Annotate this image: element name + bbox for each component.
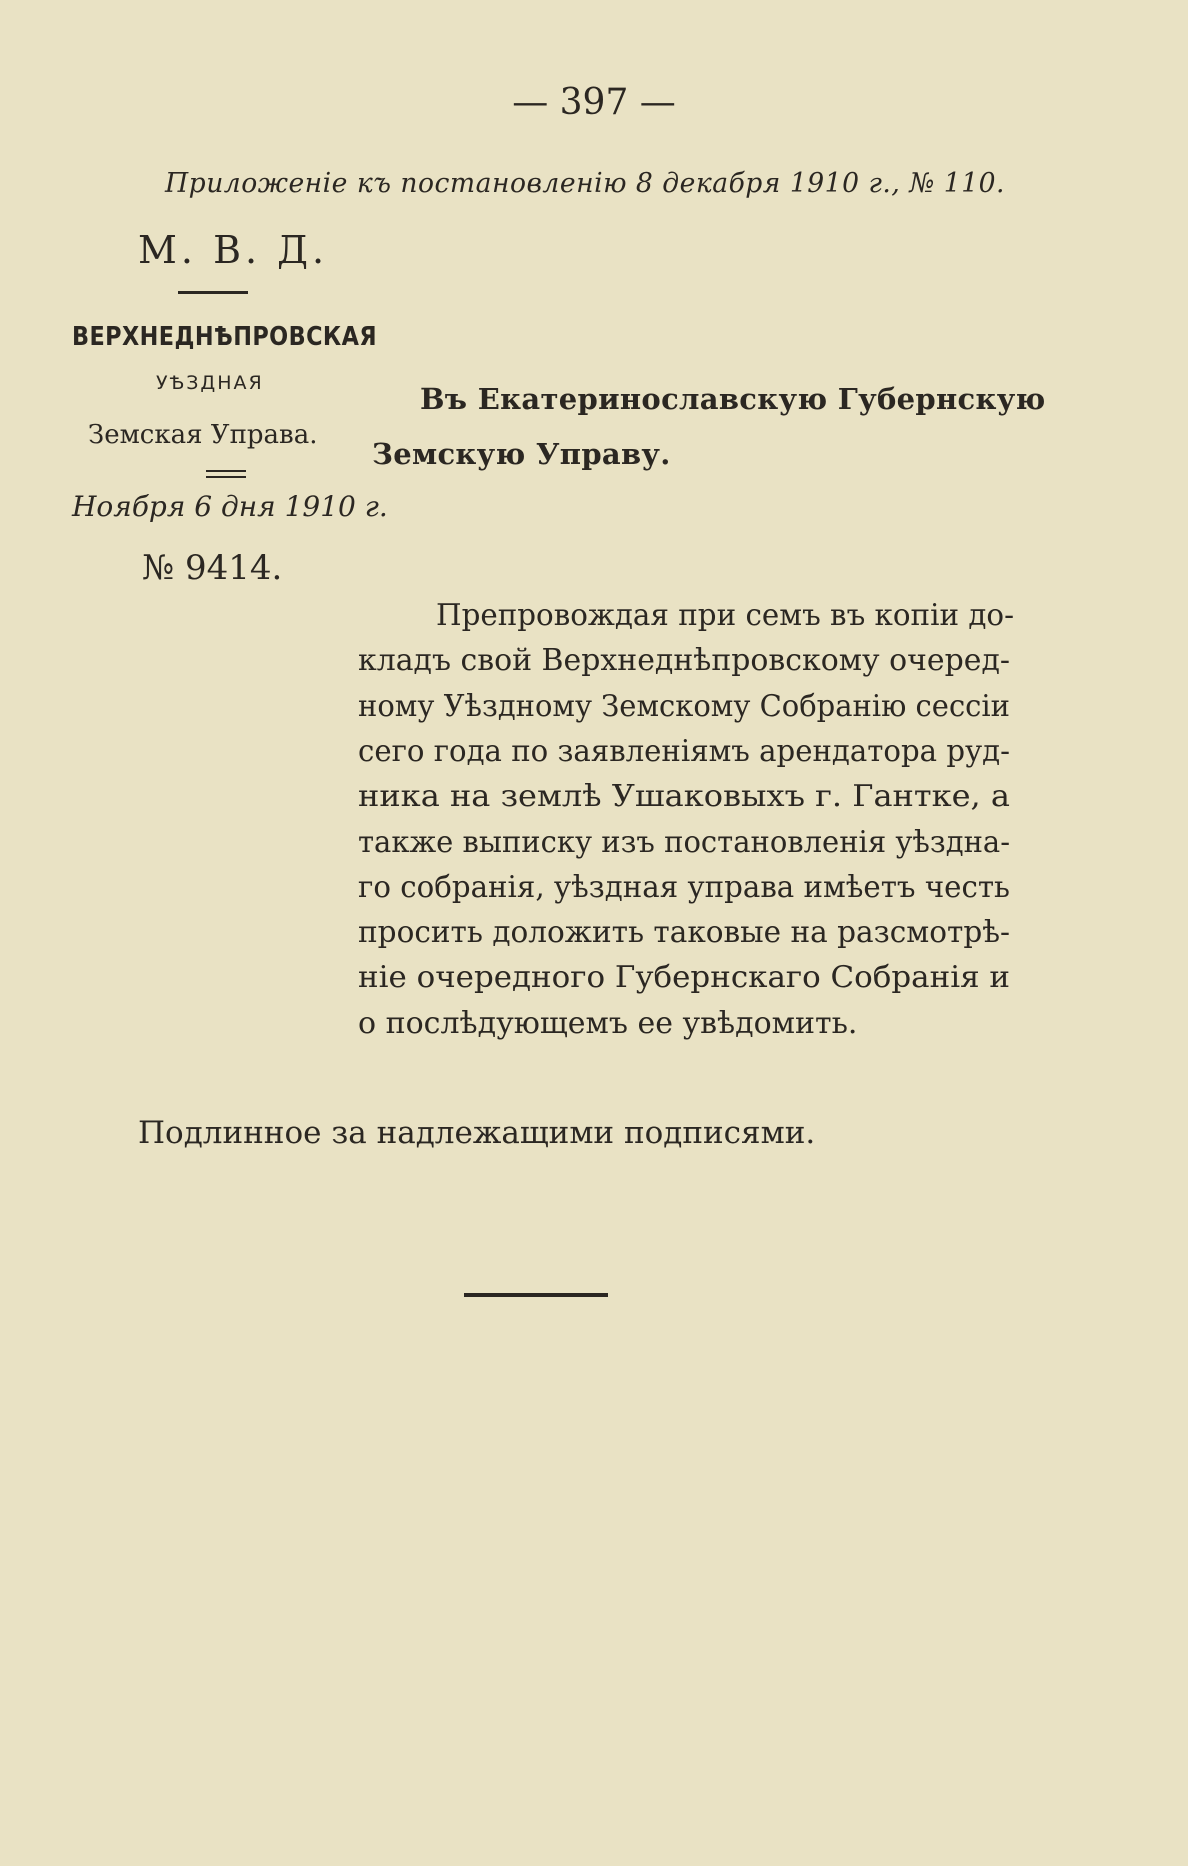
- page-number: — 397 —: [512, 82, 676, 123]
- body-line: также выписку изъ постановленія уѣздна-: [358, 824, 1010, 860]
- letter-date: Ноября 6 дня 1910 г.: [72, 490, 388, 523]
- body-line: ніе очередного Губернскаго Собранія и: [358, 960, 1010, 996]
- ministry-heading: М. В. Д.: [138, 228, 329, 272]
- issuer-rule-bottom: [206, 476, 246, 478]
- addressee-line-2: Земскую Управу.: [372, 437, 671, 471]
- issuer-name: ВЕРХНЕДНѢПРОВСКАЯ: [72, 322, 378, 352]
- body-line: просить доложить таковые на разсмотрѣ-: [358, 915, 1010, 951]
- addressee-line-1: Въ Екатеринославскую Губернскую: [420, 382, 1046, 416]
- issuer-rule-top: [206, 470, 246, 472]
- body-line: ному Уѣздному Земскому Собранію сессіи: [358, 688, 1010, 724]
- issuer-type: УѢЗДНАЯ: [156, 372, 264, 394]
- body-line: сего года по заявленіямъ арендатора руд-: [358, 733, 1010, 769]
- closing-line: Подлинное за надлежащими подписями.: [138, 1115, 816, 1151]
- appendix-note: Приложеніе къ постановленію 8 декабря 1910 г., № 110.: [164, 168, 1005, 199]
- letter-number: № 9414.: [142, 548, 283, 588]
- ministry-rule: [178, 291, 248, 294]
- issuer-body: Земская Управа.: [88, 420, 318, 450]
- body-line: о послѣдующемъ ее увѣдомить.: [358, 1005, 858, 1041]
- end-rule: [464, 1293, 608, 1297]
- body-line: Препровождая при семъ въ копіи до-: [436, 598, 1014, 633]
- body-line: ника на землѣ Ушаковыхъ г. Гантке, а: [358, 779, 1010, 815]
- body-line: кладъ свой Верхнеднѣпровскому очеред-: [358, 643, 1010, 679]
- body-line: го собранія, уѣздная управа имѣетъ честь: [358, 869, 1010, 905]
